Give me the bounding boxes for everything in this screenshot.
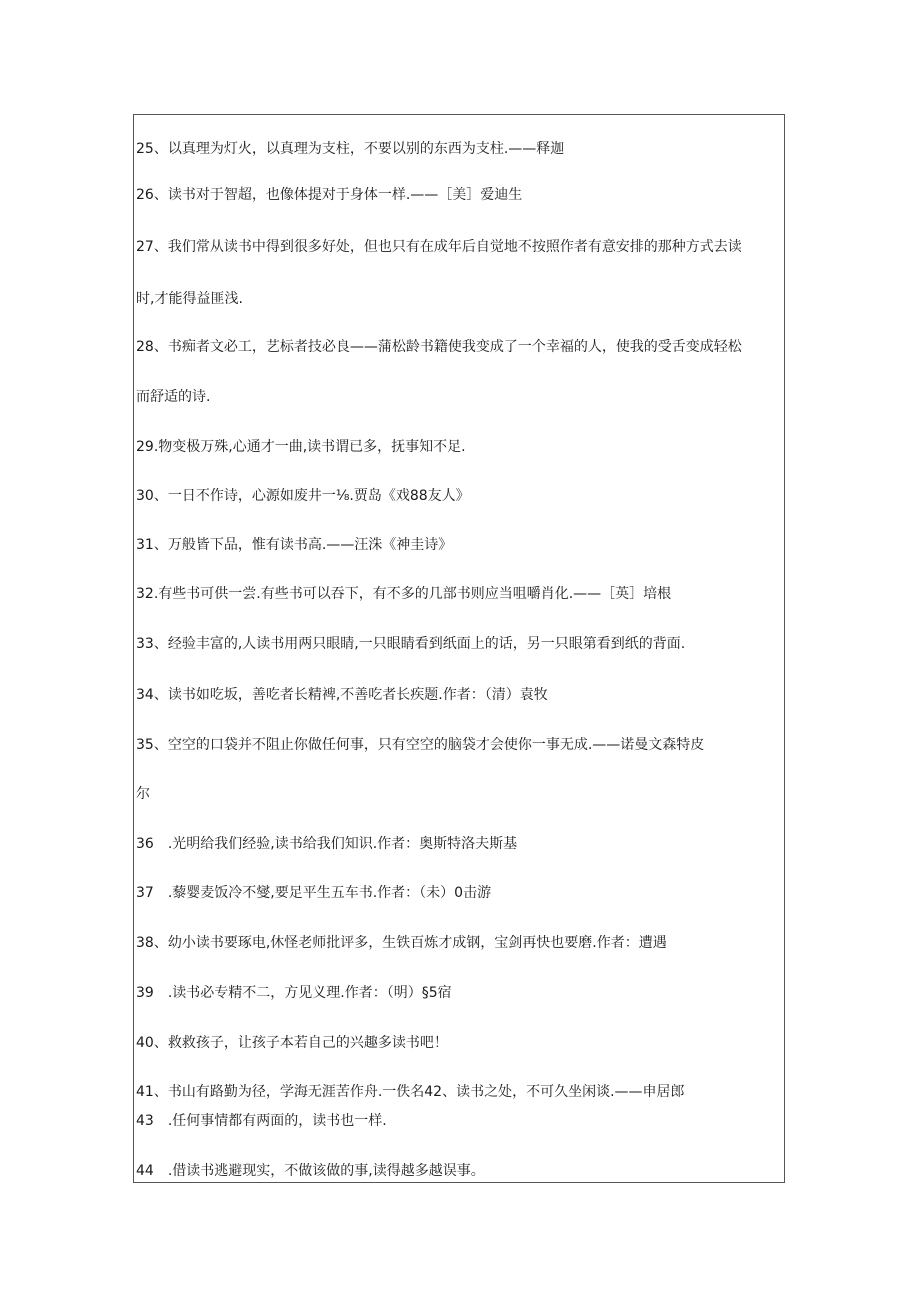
quote-line-39: 39 .读书必专精不二，方见义理.作者：（明）§5宿 <box>136 985 452 1001</box>
quote-line-36: 36 .光明给我们经验,读书给我们知识.作者：奥斯特洛夫斯基 <box>136 836 518 852</box>
quote-line-35-cont: 尔 <box>136 786 150 802</box>
quote-line-25: 25、以真理为灯火，以真理为支柱，不要以别的东西为支柱.——释迦 <box>136 141 565 157</box>
quote-line-33: 33、经验丰富的,人读书用两只眼睛,一只眼睛看到纸面上的话，另一只眼第看到纸的背面. <box>136 636 686 652</box>
quote-line-28: 28、书痴者文必工，艺标者技必良——蒲松龄书籍使我变成了一个幸福的人，使我的受舌变成轻松 <box>136 339 742 355</box>
quote-line-32: 32.有些书可供一尝.有些书可以吞下，有不多的几部书则应当咀嚼肖化.——［英］培根 <box>136 586 672 602</box>
quote-line-27: 27、我们常从读书中得到很多好处，但也只有在成年后自觉地不按照作者有意安排的那种方式去读 <box>136 239 742 255</box>
quote-line-34: 34、读书如吃坂，善吃者长精裨,不善吃者长疾题.作者：（清）袁牧 <box>136 687 548 703</box>
quote-line-30: 30、一日不作诗，心源如废井一⅛.贾岛《戏88友人》 <box>136 488 470 504</box>
quote-line-29: 29.物变极万殊,心通才一曲,读书谓已多，抚事知不足. <box>136 439 466 455</box>
quote-line-40: 40、救救孩子，让孩子本若自己的兴趣多读书吧！ <box>136 1035 448 1051</box>
quote-line-44: 44 .借读书逃避现实，不做该做的事,读得越多越误事。 <box>136 1163 485 1179</box>
quote-line-35: 35、空空的口袋并不阻止你做任何事，只有空空的脑袋才会使你一事无成.——诺曼文森特皮 <box>136 737 705 753</box>
quote-line-26: 26、读书对于智超，也像体提对于身体一样.——［美］爱迪生 <box>136 187 523 203</box>
quote-line-37: 37 .藜婴麦饭冷不燮,要足平生五车书.作者：（未）0击游 <box>136 885 492 901</box>
quote-line-38: 38、幼小读书要琢电,休怪老师批评多，生铁百炼才成钢，宝剑再快也要磨.作者：遭遇 <box>136 935 667 951</box>
quote-line-41-42: 41、书山有路勤为径，学海无涯苦作舟.一佚名42、读书之处，不可久坐闲谈.——申居郎 <box>136 1084 685 1100</box>
quote-line-27-cont: 时,才能得益匪浅. <box>136 291 243 307</box>
quote-line-43: 43 .任何事情都有两面的，读书也一样. <box>136 1113 387 1129</box>
quote-line-28-cont: 而舒适的诗. <box>136 389 211 405</box>
quote-line-31: 31、万般皆下品，惟有读书高.——汪洙《神圭诗》 <box>136 537 453 553</box>
